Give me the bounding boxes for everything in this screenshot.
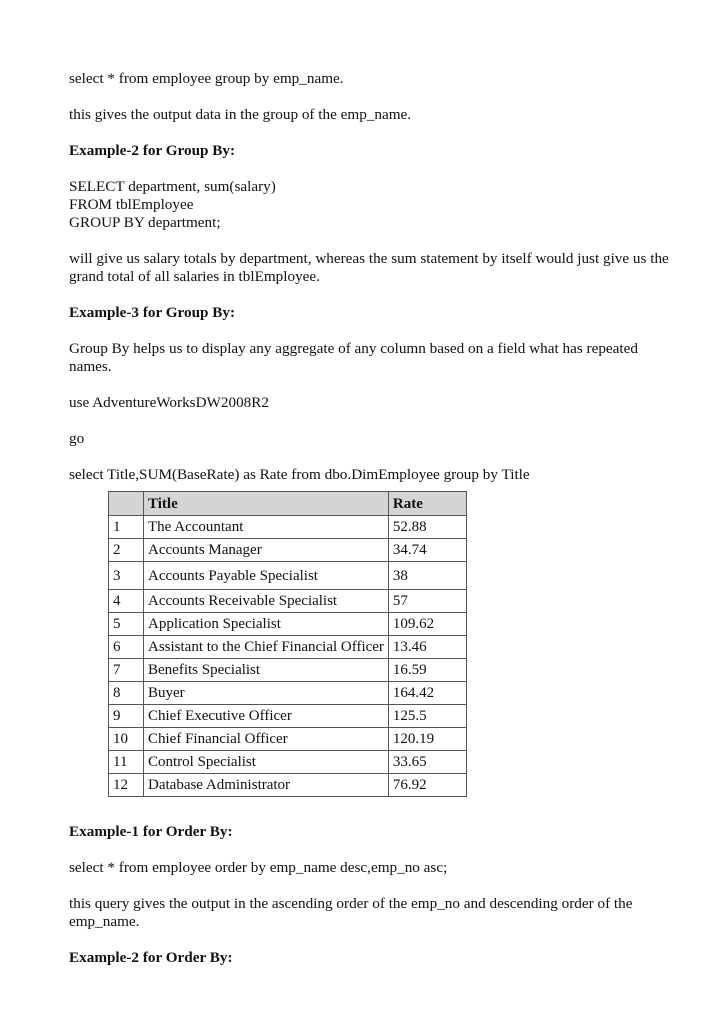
rate-cell: 38: [388, 562, 466, 590]
title-cell: Buyer: [144, 682, 389, 705]
table-row: [109, 728, 467, 751]
paragraph-order-desc: this query gives the output in the ascending order of the emp_no and descending order of the: [69, 895, 633, 912]
row-number-cell: 1: [109, 516, 144, 539]
results-table: [108, 491, 467, 797]
rate-cell: 33.65: [388, 751, 466, 774]
table-header-row: [109, 492, 467, 516]
row-number-cell: 6: [109, 636, 144, 659]
paragraph-salary-totals: will give us salary totals by department, whereas the sum statement by itself would just give us the: [69, 250, 669, 267]
table-header-cell: Title: [144, 492, 389, 516]
row-number-cell: 7: [109, 659, 144, 682]
rate-cell: 120.19: [388, 728, 466, 751]
paragraph-aggregate-desc: Group By helps us to display any aggregate of any column based on a field what has repeated: [69, 340, 638, 357]
table-header-cell: Rate: [388, 492, 466, 516]
row-number-cell: 4: [109, 590, 144, 613]
table-row: [109, 562, 467, 590]
code-use-database: use AdventureWorksDW2008R2: [69, 394, 269, 411]
title-cell: Accounts Manager: [144, 539, 389, 562]
title-cell: Application Specialist: [144, 613, 389, 636]
row-number-cell: 12: [109, 774, 144, 797]
rate-cell: 164.42: [388, 682, 466, 705]
row-number-cell: 5: [109, 613, 144, 636]
code-line: GROUP BY department;: [69, 214, 221, 231]
code-line: SELECT department, sum(salary): [69, 178, 276, 195]
table-row: [109, 636, 467, 659]
code-line: FROM tblEmployee: [69, 196, 194, 213]
table-row: [109, 516, 467, 539]
heading-example-2-group-by: Example-2 for Group By:: [69, 142, 236, 159]
rate-cell: 57: [388, 590, 466, 613]
title-cell: Control Specialist: [144, 751, 389, 774]
title-cell: The Accountant: [144, 516, 389, 539]
row-number-cell: 10: [109, 728, 144, 751]
table-row: [109, 613, 467, 636]
code-go: go: [69, 430, 85, 447]
heading-example-3-group-by: Example-3 for Group By:: [69, 304, 236, 321]
code-select-title: select Title,SUM(BaseRate) as Rate from dbo.DimEmployee group by Title: [69, 466, 530, 483]
row-number-cell: 9: [109, 705, 144, 728]
title-cell: Chief Financial Officer: [144, 728, 389, 751]
title-cell: Chief Executive Officer: [144, 705, 389, 728]
title-cell: Accounts Payable Specialist: [144, 562, 389, 590]
row-number-cell: 8: [109, 682, 144, 705]
table-row: [109, 659, 467, 682]
title-cell: Assistant to the Chief Financial Officer: [144, 636, 389, 659]
table-row: [109, 682, 467, 705]
row-number-cell: 3: [109, 562, 144, 590]
row-number-cell: 2: [109, 539, 144, 562]
title-cell: Database Administrator: [144, 774, 389, 797]
paragraph-salary-totals-cont: grand total of all salaries in tblEmployee.: [69, 268, 320, 285]
rate-cell: 109.62: [388, 613, 466, 636]
heading-example-1-order-by: Example-1 for Order By:: [69, 823, 233, 840]
table-row: [109, 774, 467, 797]
paragraph-group-by-output: this gives the output data in the group of the emp_name.: [69, 106, 412, 123]
rate-cell: 52.88: [388, 516, 466, 539]
table-header-cell: [109, 492, 144, 516]
rate-cell: 16.59: [388, 659, 466, 682]
table-row: [109, 539, 467, 562]
table-row: [109, 590, 467, 613]
document-body-continued: [69, 823, 669, 967]
code-order-by-query: select * from employee order by emp_name desc,emp_no asc;: [69, 859, 448, 876]
paragraph-group-by-query: select * from employee group by emp_name.: [69, 70, 344, 87]
paragraph-order-desc-cont: emp_name.: [69, 913, 140, 930]
rate-cell: 34.74: [388, 539, 466, 562]
table-row: [109, 751, 467, 774]
rate-cell: 13.46: [388, 636, 466, 659]
document-body: [69, 70, 669, 484]
rate-cell: 125.5: [388, 705, 466, 728]
title-cell: Benefits Specialist: [144, 659, 389, 682]
rate-cell: 76.92: [388, 774, 466, 797]
row-number-cell: 11: [109, 751, 144, 774]
paragraph-aggregate-desc-cont: names.: [69, 358, 112, 375]
table-row: [109, 705, 467, 728]
heading-example-2-order-by: Example-2 for Order By:: [69, 949, 233, 966]
title-cell: Accounts Receivable Specialist: [144, 590, 389, 613]
